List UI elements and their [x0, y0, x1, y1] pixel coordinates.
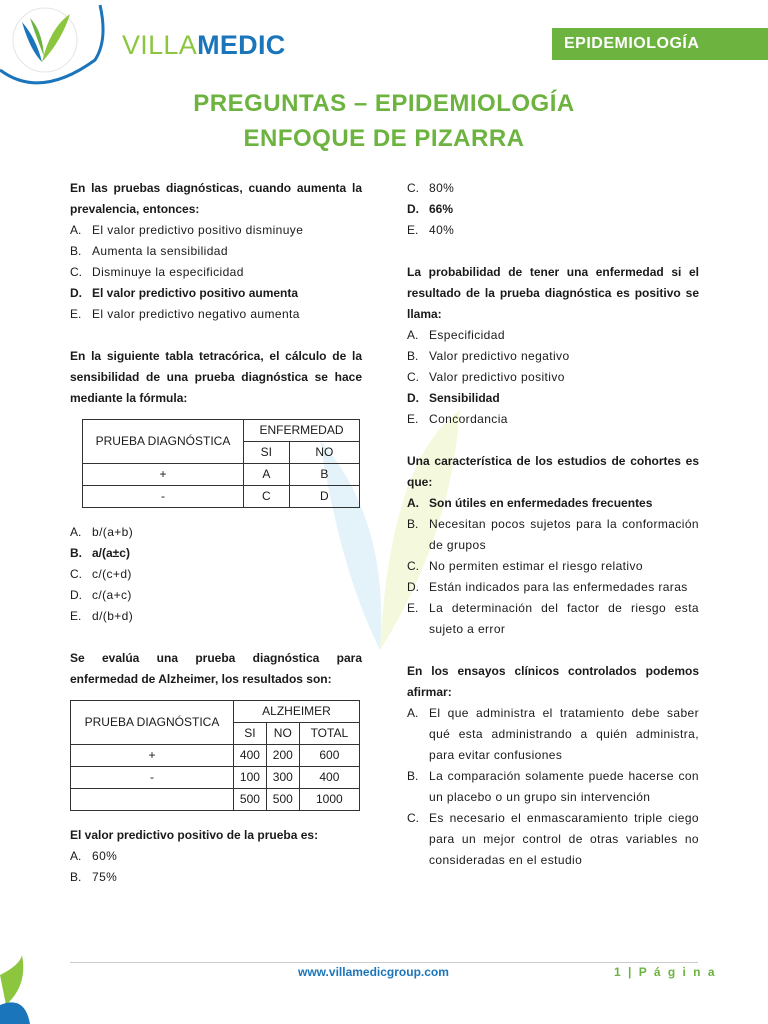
question-6: En los ensayos clínicos controlados podemos afirmar: [407, 664, 699, 699]
topic-badge: EPIDEMIOLOGÍA [552, 28, 768, 60]
q6-option-b: B. La comparación solamente puede hacerse con un placebo o un grupo sin intervención [407, 769, 699, 804]
table-row-header: PRUEBA DIAGNÓSTICA [83, 420, 244, 464]
q5-option-e: E. La determinación del factor de riesgo esta sujeto a error [407, 601, 699, 636]
table-col-no: NO [289, 442, 359, 464]
q5-option-b: B. Necesitan pocos sujetos para la conformación de grupos [407, 517, 699, 552]
left-column [70, 178, 362, 888]
footer-divider [70, 962, 698, 963]
q1-option-e: E. El valor predictivo negativo aumenta [70, 307, 300, 321]
table-row: 500 500 1000 [71, 789, 360, 811]
q5-option-d: D. Están indicados para las enfermedades raras [407, 580, 688, 594]
table-col-si: SI [234, 723, 267, 745]
table-row: + 400 200 600 [71, 745, 360, 767]
question-3-prompt: El valor predictivo positivo de la prueba es: [70, 828, 319, 842]
q5-option-c: C. No permiten estimar el riesgo relativo [407, 559, 643, 573]
page-subtitle: ENFOQUE DE PIZARRA [243, 125, 525, 152]
table-row: - 100 300 400 [71, 767, 360, 789]
q1-option-c: C. Disminuye la especificidad [70, 265, 244, 279]
footer-leaf-icon [0, 955, 30, 1024]
table-col-no: NO [266, 723, 299, 745]
table-col-total: TOTAL [299, 723, 359, 745]
q1-option-b: B. Aumenta la sensibilidad [70, 244, 228, 258]
page-title: PREGUNTAS – EPIDEMIOLOGÍA [193, 90, 575, 117]
q1-option-a: A. El valor predictivo positivo disminuye [70, 223, 304, 237]
question-2: En la siguiente tabla tetracórica, el cálculo de la sensibilidad de una prueba diagnóstica se hace mediante la fórmula: [70, 349, 362, 405]
brand-name: VILLAMEDIC [122, 30, 286, 60]
tetrachoric-table [82, 419, 360, 508]
q4-option-c: C. Valor predictivo positivo [407, 370, 565, 384]
q4-option-b: B. Valor predictivo negativo [407, 349, 570, 363]
question-3: Se evalúa una prueba diagnóstica para enfermedad de Alzheimer, los resultados son: [70, 651, 362, 686]
question-5: Una característica de los estudios de cohortes es que: [407, 454, 699, 489]
question-1: En las pruebas diagnósticas, cuando aumenta la prevalencia, entonces: [70, 181, 362, 216]
q3-option-d-correct: D. 66% [407, 202, 454, 216]
q2-option-e: E. d/(b+d) [70, 609, 134, 623]
q2-option-a: A. b/(a+b) [70, 525, 134, 539]
table-row: - C D [83, 486, 360, 508]
villamedic-logo-icon [0, 0, 110, 95]
footer-page-number: 1 | P á g i n a [614, 965, 717, 979]
table-col-si: SI [244, 442, 290, 464]
q2-option-b-correct: B. a/(a±c) [70, 546, 130, 560]
q1-option-d-correct: D. El valor predictivo positivo aumenta [70, 286, 299, 300]
q3-option-b: B. 75% [70, 870, 118, 884]
table-group-header: ENFERMEDAD [244, 420, 360, 442]
q3-option-a: A. 60% [70, 849, 118, 863]
question-4: La probabilidad de tener una enfermedad si el resultado de la prueba diagnóstica es positivo se llama: [407, 265, 699, 321]
table-row: + A B [83, 464, 360, 486]
alzheimer-table [70, 700, 360, 811]
q2-option-c: C. c/(c+d) [70, 567, 132, 581]
q4-option-d-correct: D. Sensibilidad [407, 391, 500, 405]
q6-option-c: C. Es necesario el enmascaramiento triple ciego para un mejor control de otras variables no consideradas en el estudio [407, 811, 699, 867]
q6-option-a: A. El que administra el tratamiento debe saber qué esta administrando a quién administra, para evitar confusiones [407, 706, 699, 762]
table-group-header: ALZHEIMER [234, 701, 360, 723]
right-column [407, 178, 699, 871]
footer-website-link[interactable]: www.villamedicgroup.com [298, 965, 449, 979]
q5-option-a-correct: A. Son útiles en enfermedades frecuentes [407, 496, 653, 510]
q4-option-e: E. Concordancia [407, 412, 508, 426]
q2-option-d: D. c/(a+c) [70, 588, 132, 602]
q3-option-e: E. 40% [407, 223, 455, 237]
q4-option-a: A. Especificidad [407, 328, 505, 342]
table-row-header: PRUEBA DIAGNÓSTICA [71, 701, 234, 745]
q3-option-c: C. 80% [407, 181, 455, 195]
